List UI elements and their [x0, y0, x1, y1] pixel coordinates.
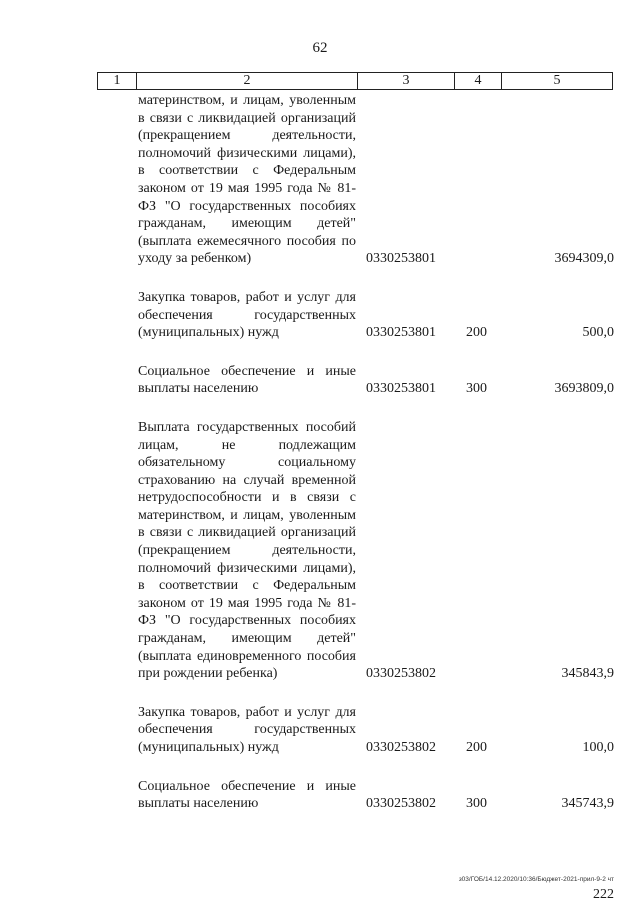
- row-description: Закупка товаров, работ и услуг для обеспечения государственных (муниципальных) нужд: [138, 704, 356, 755]
- row-code: 0330253802: [366, 740, 436, 755]
- footer-stamp: з03/ГОБ/14.12.2020/10:36/Бюджет-2021-прил-9-2 чт: [458, 876, 614, 883]
- column-header-row: [98, 73, 613, 90]
- row-type: 200: [466, 325, 487, 341]
- row-amount: 3693809,0: [554, 381, 614, 397]
- footer-page-number: 222: [593, 887, 614, 902]
- row-code: 0330253802: [366, 666, 436, 682]
- table-row: [0, 92, 640, 268]
- row-type: 300: [466, 796, 487, 812]
- page-number: 62: [312, 40, 328, 56]
- row-type: 200: [466, 740, 487, 755]
- row-type: 300: [466, 381, 487, 397]
- column-header-2: 2: [137, 73, 358, 90]
- budget-rows: [0, 92, 640, 834]
- column-header-4: 4: [455, 73, 502, 90]
- row-code: 0330253802: [366, 796, 436, 812]
- row-amount: 345843,9: [561, 666, 614, 682]
- table-row: [0, 778, 640, 813]
- row-amount: 100,0: [582, 740, 614, 755]
- row-description: Социальное обеспечение и иные выплаты населению: [138, 778, 356, 812]
- row-code: 0330253801: [366, 381, 436, 397]
- column-header-1: 1: [98, 73, 137, 90]
- row-code: 0330253801: [366, 325, 436, 341]
- table-row: [0, 419, 640, 683]
- row-amount: 345743,9: [561, 796, 614, 812]
- column-header-table: [97, 72, 613, 90]
- row-code: 0330253801: [366, 251, 436, 267]
- column-header-5: 5: [502, 73, 613, 90]
- table-row: [0, 363, 640, 398]
- column-header-3: 3: [358, 73, 455, 90]
- row-amount: 3694309,0: [554, 251, 614, 267]
- row-amount: 500,0: [582, 325, 614, 341]
- row-description: Закупка товаров, работ и услуг для обеспечения государственных (муниципальных) нужд: [138, 289, 356, 341]
- table-row: [0, 704, 640, 757]
- row-description: материнством, и лицам, уволенным в связи с ликвидацией организаций (прекращением деятельности, полномочий физическими лицами), в соответствии с Федеральным законом от 19 мая 1995 года № 81-ФЗ "О государственных пособиях гражданам, имеющим детей" (выплата ежемесячного пособия по уходу за ребенком): [138, 93, 356, 267]
- row-description: Выплата государственных пособий лицам, не подлежащим обязательному социальному страхованию на случай временной нетрудоспособности и в связи с материнством, и лицам, уволенным в связи с ликвидацией организаций (прекращением деятельности, полномочий физическими лицами), в соответствии с Федеральным законом от 19 мая 1995 года № 81-ФЗ "О государственных пособиях гражданам, имеющим детей" (выплата единовременного пособия при рождении ребенка): [138, 419, 356, 682]
- table-row: [0, 289, 640, 342]
- row-description: Социальное обеспечение и иные выплаты населению: [138, 363, 356, 397]
